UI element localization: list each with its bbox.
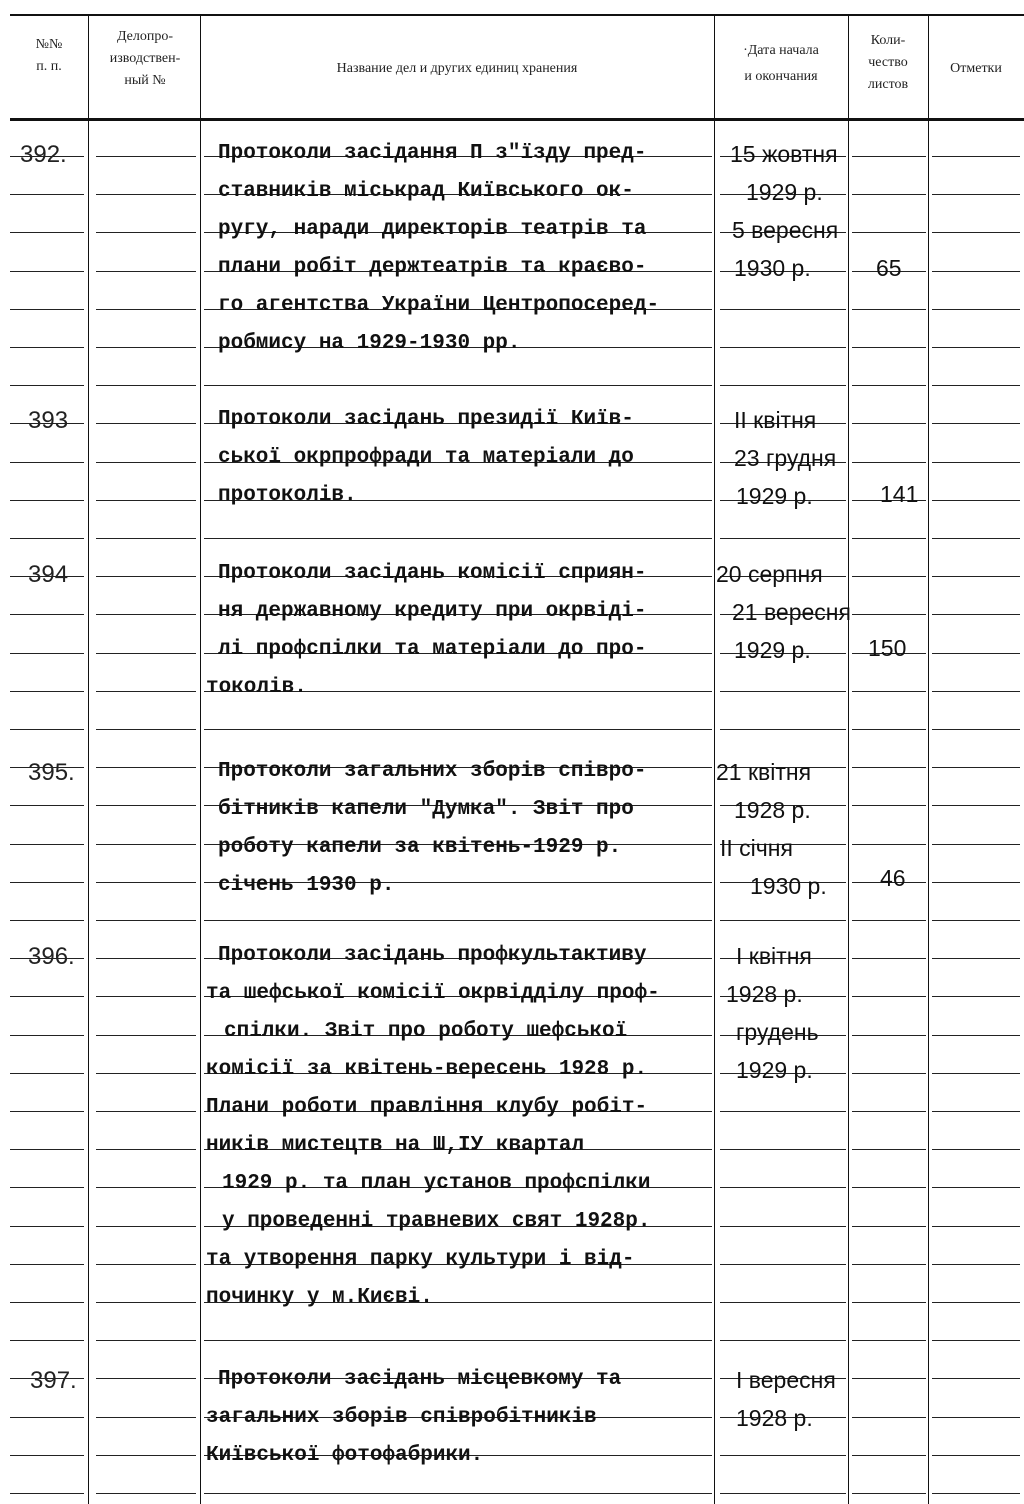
ruled-line xyxy=(852,920,926,921)
ruled-line xyxy=(852,538,926,539)
ruled-line xyxy=(10,385,84,386)
ruled-line xyxy=(10,194,84,195)
ruled-line xyxy=(10,1149,84,1150)
ruled-line xyxy=(10,347,84,348)
ruled-line xyxy=(720,691,846,692)
header-office-number: Делопро- изводствен- ный № xyxy=(109,29,181,88)
ruled-line xyxy=(852,1035,926,1036)
ruled-line xyxy=(932,385,1020,386)
ruled-line xyxy=(852,1417,926,1418)
ruled-line xyxy=(10,1111,84,1112)
ruled-line xyxy=(852,614,926,615)
ruled-line xyxy=(932,1417,1020,1418)
ruled-line xyxy=(96,194,196,195)
ruled-line xyxy=(96,500,196,501)
ruled-line xyxy=(10,1493,84,1494)
ruled-line xyxy=(10,1302,84,1303)
ruled-line xyxy=(204,920,712,921)
ruled-line xyxy=(96,1149,196,1150)
ruled-line xyxy=(720,1302,846,1303)
ruled-line xyxy=(96,1340,196,1341)
ruled-line xyxy=(96,1073,196,1074)
ruled-line xyxy=(852,1455,926,1456)
col-divider-1 xyxy=(88,14,89,1504)
ruled-line xyxy=(852,805,926,806)
ruled-line xyxy=(96,958,196,959)
ruled-line xyxy=(852,1264,926,1265)
ruled-line xyxy=(96,156,196,157)
ruled-line xyxy=(96,423,196,424)
record-number: 393 xyxy=(28,407,69,434)
ruled-line xyxy=(96,271,196,272)
ruled-line xyxy=(932,1264,1020,1265)
ruled-line xyxy=(932,194,1020,195)
record-number: 395. xyxy=(28,759,75,786)
ruled-line xyxy=(932,500,1020,501)
ruled-line xyxy=(852,232,926,233)
ruled-line xyxy=(720,347,846,348)
ruled-line xyxy=(96,805,196,806)
ruled-line xyxy=(96,1378,196,1379)
ruled-line xyxy=(852,1149,926,1150)
ruled-line xyxy=(10,653,84,654)
record-sheet-count: 65 xyxy=(876,255,902,281)
ruled-line xyxy=(96,882,196,883)
col-divider-3 xyxy=(714,14,715,1504)
ruled-line xyxy=(10,1340,84,1341)
ruled-line xyxy=(932,920,1020,921)
col-divider-5 xyxy=(928,14,929,1504)
ruled-line xyxy=(720,1226,846,1227)
ruled-line xyxy=(96,1226,196,1227)
ruled-line xyxy=(10,729,84,730)
ruled-line xyxy=(852,1187,926,1188)
header-title: Название дел и других единиц хранения xyxy=(336,61,578,76)
ruled-line xyxy=(852,462,926,463)
ruled-line xyxy=(932,996,1020,997)
ruled-line xyxy=(932,653,1020,654)
ruled-line xyxy=(932,576,1020,577)
record-number: 394 xyxy=(28,561,69,588)
header-number: №№ п. п. xyxy=(35,37,63,74)
col-divider-2 xyxy=(200,14,201,1504)
ruled-line xyxy=(720,309,846,310)
ruled-line xyxy=(204,538,712,539)
ruled-line xyxy=(96,576,196,577)
ruled-line xyxy=(96,538,196,539)
ruled-line xyxy=(852,767,926,768)
ruled-line xyxy=(852,194,926,195)
ruled-line xyxy=(852,1111,926,1112)
ruled-line xyxy=(10,882,84,883)
ruled-line xyxy=(932,1340,1020,1341)
ruled-line xyxy=(932,805,1020,806)
record-title: Протоколи засідань профкультактиву та шефської комісії окрвідділу проф- спілки. Звіт про роботу шефської комісії за квітень-вересень 1928 р. Плани роботи правління клубу робіт- ників мистецтв на Ш,IУ квартал 1929 р. та план установ профспілки у проведенні травневих свят 1928р. та утворення парку культури і від- починку у м.Києві. xyxy=(206,944,660,1309)
ruled-line xyxy=(932,347,1020,348)
record-sheet-count: 46 xyxy=(880,865,906,891)
ruled-line xyxy=(96,614,196,615)
ruled-line xyxy=(852,309,926,310)
record-dates: 15 жовтня 1929 р. 5 вересня 1930 р. xyxy=(730,141,839,281)
ruled-line xyxy=(96,844,196,845)
ruled-line xyxy=(932,423,1020,424)
ruled-line xyxy=(204,1493,712,1494)
ruled-line xyxy=(10,691,84,692)
ruled-line xyxy=(852,385,926,386)
ruled-line xyxy=(852,156,926,157)
record-dates: 20 серпня 21 вересня 1929 р. xyxy=(716,561,851,663)
ruled-line xyxy=(96,1455,196,1456)
ruled-line xyxy=(720,1149,846,1150)
ruled-line xyxy=(932,1226,1020,1227)
ruled-line xyxy=(932,232,1020,233)
ruled-line xyxy=(96,996,196,997)
ruled-line xyxy=(932,1302,1020,1303)
ruled-line xyxy=(932,1187,1020,1188)
ruled-line xyxy=(720,920,846,921)
ruled-line xyxy=(852,1302,926,1303)
ruled-line xyxy=(852,1378,926,1379)
ruled-line xyxy=(10,1187,84,1188)
ruled-line xyxy=(932,271,1020,272)
col-divider-4 xyxy=(848,14,849,1504)
ruled-line xyxy=(720,1111,846,1112)
ruled-line xyxy=(852,691,926,692)
header-dates: ·Дата начала и окончания xyxy=(743,43,819,84)
ruled-line xyxy=(852,1340,926,1341)
ruled-line xyxy=(852,996,926,997)
ruled-line xyxy=(96,385,196,386)
ruled-line xyxy=(204,385,712,386)
record-title: Протоколи засідань президії Київ- ської окрпрофради та матеріали до протоколів. xyxy=(218,408,634,507)
ruled-line xyxy=(852,423,926,424)
ruled-line xyxy=(932,462,1020,463)
ruled-line xyxy=(10,996,84,997)
ruled-line xyxy=(96,462,196,463)
ruled-line xyxy=(852,576,926,577)
ruled-line xyxy=(10,920,84,921)
ruled-line xyxy=(932,1073,1020,1074)
record-dates: I квітня 1928 р. грудень 1929 р. xyxy=(726,943,819,1083)
ruled-line xyxy=(932,767,1020,768)
ruled-line xyxy=(96,1417,196,1418)
ruled-line xyxy=(720,1264,846,1265)
ruled-line xyxy=(10,538,84,539)
record-title: Протоколи засідань місцевкому та загальних зборів співробітників Київської фотофабрики. xyxy=(206,1368,622,1467)
header-notes: Отметки xyxy=(950,61,1002,76)
ruled-line xyxy=(96,653,196,654)
ruled-line xyxy=(932,729,1020,730)
ruled-line xyxy=(720,729,846,730)
ruled-line xyxy=(932,1111,1020,1112)
record-sheet-count: 150 xyxy=(868,635,907,661)
ruled-line xyxy=(10,232,84,233)
ruled-line xyxy=(852,844,926,845)
record-number: 396. xyxy=(28,943,75,970)
ruled-line xyxy=(932,1149,1020,1150)
ruled-line xyxy=(10,1417,84,1418)
ruled-line xyxy=(932,1035,1020,1036)
ruled-line xyxy=(932,538,1020,539)
ruled-line xyxy=(96,729,196,730)
record-dates: I вересня 1928 р. xyxy=(736,1367,836,1431)
ruled-line xyxy=(720,538,846,539)
ruled-line xyxy=(932,1455,1020,1456)
ruled-line xyxy=(96,1302,196,1303)
ruled-line xyxy=(720,1493,846,1494)
ruled-line xyxy=(720,1455,846,1456)
ruled-line xyxy=(932,1493,1020,1494)
ruled-line xyxy=(204,729,712,730)
ruled-line xyxy=(10,1455,84,1456)
ruled-line xyxy=(10,1035,84,1036)
ruled-line xyxy=(932,614,1020,615)
ruled-line xyxy=(10,462,84,463)
ruled-line xyxy=(96,309,196,310)
ruled-line xyxy=(720,385,846,386)
ruled-line xyxy=(10,805,84,806)
ruled-line xyxy=(10,614,84,615)
ruled-line xyxy=(932,844,1020,845)
header-bottom-rule xyxy=(10,118,1024,121)
record-number: 397. xyxy=(30,1367,77,1394)
ruled-line xyxy=(10,309,84,310)
ruled-line xyxy=(96,920,196,921)
header-sheet-count: Коли- чество листов xyxy=(867,33,909,92)
record-title: Протоколи засідання П з"їзду пред- ставників міськрад Київського ок- ругу, наради директорів театрів та плани робіт держтеатрів та краєво- го агентства України Центропосеред- робмису на 1929-1930 рр. xyxy=(218,142,660,355)
ruled-line xyxy=(10,271,84,272)
ruled-line xyxy=(96,691,196,692)
ruled-line xyxy=(96,232,196,233)
ruled-line xyxy=(852,347,926,348)
ruled-line xyxy=(720,1187,846,1188)
ruled-line xyxy=(932,958,1020,959)
ruled-line xyxy=(10,500,84,501)
ruled-line xyxy=(852,729,926,730)
record-dates: 21 квітня 1928 р. II січня 1930 р. xyxy=(716,759,827,899)
ruled-line xyxy=(96,347,196,348)
record-title: Протоколи загальних зборів співро- бітників капели "Думка". Звіт про роботу капели за квітень-1929 р. січень 1930 р. xyxy=(218,760,647,897)
ruled-line xyxy=(720,1340,846,1341)
record-title: Протоколи засідань комісії сприян- ня державному кредиту при окрвіді- лі профспілки та матеріали до про- токолів. xyxy=(206,562,647,699)
record-dates: II квітня 23 грудня 1929 р. xyxy=(734,407,837,509)
ruled-line xyxy=(204,1340,712,1341)
ruled-line xyxy=(932,691,1020,692)
ruled-line xyxy=(932,882,1020,883)
ruled-line xyxy=(10,1226,84,1227)
record-number: 392. xyxy=(20,141,67,168)
ruled-line xyxy=(932,1378,1020,1379)
ruled-line xyxy=(852,958,926,959)
ruled-line xyxy=(932,156,1020,157)
ruled-line xyxy=(852,1493,926,1494)
ruled-line xyxy=(96,1264,196,1265)
ruled-line xyxy=(96,1187,196,1188)
ruled-line xyxy=(10,844,84,845)
record-sheet-count: 141 xyxy=(880,481,919,507)
ruled-line xyxy=(10,1073,84,1074)
ruled-line xyxy=(96,1111,196,1112)
ruled-line xyxy=(932,309,1020,310)
ruled-line xyxy=(96,1493,196,1494)
ruled-line xyxy=(96,1035,196,1036)
ruled-line xyxy=(852,1073,926,1074)
ruled-line xyxy=(96,767,196,768)
ruled-line xyxy=(852,1226,926,1227)
ruled-line xyxy=(10,1264,84,1265)
header-top-rule xyxy=(10,14,1024,16)
